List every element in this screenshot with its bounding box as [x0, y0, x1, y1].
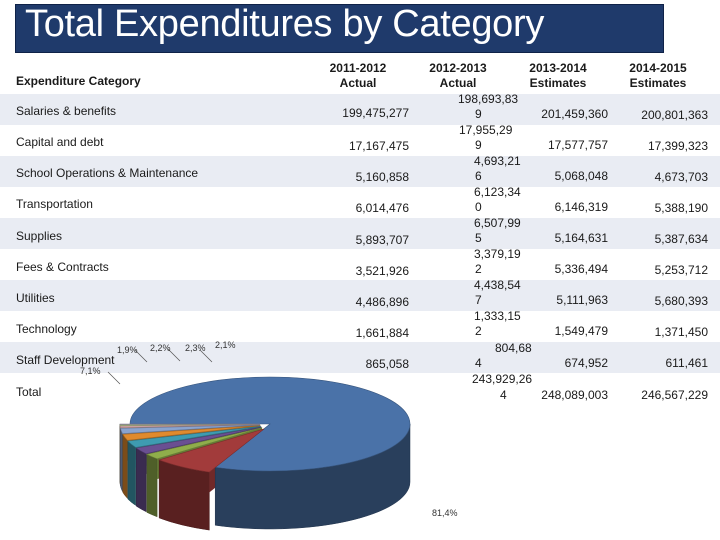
value-2013: 674,952 — [564, 356, 608, 370]
value-2011: 17,167,475 — [348, 139, 409, 153]
header-year: 2014-2015 — [629, 61, 687, 75]
page-title: Total Expenditures by Category — [25, 3, 545, 45]
value-2011: 199,475,277 — [342, 106, 409, 120]
category-label: Capital and debt — [16, 135, 104, 149]
value-2011: 3,521,926 — [355, 264, 409, 278]
pie-slice-label: 81,4% — [432, 508, 458, 518]
value-2012-line2: 0 — [475, 200, 482, 214]
value-2012-line2: 4 — [475, 356, 482, 370]
category-label: Salaries & benefits — [16, 104, 117, 118]
value-2012-line1: 4,438,54 — [474, 278, 521, 292]
value-2012-line1: 4,693,21 — [474, 154, 521, 168]
year-header-2012 — [418, 61, 498, 91]
header-year: 2011-2012 — [329, 61, 387, 75]
header-kind: Estimates — [529, 76, 587, 90]
value-2012-line1: 198,693,83 — [458, 92, 519, 106]
value-2014: 611,461 — [665, 356, 708, 370]
category-label: Transportation — [16, 197, 93, 211]
category-column-header: Expenditure Category — [16, 74, 141, 88]
pie-slice-side — [123, 434, 128, 498]
header-year: 2013-2014 — [529, 61, 587, 75]
value-2014: 200,801,363 — [641, 108, 708, 122]
value-2013: 201,459,360 — [541, 107, 608, 121]
header-kind: Actual — [339, 76, 377, 90]
value-2011: 5,893,707 — [355, 233, 409, 247]
value-2014: 5,253,712 — [654, 263, 708, 277]
value-2013: 5,164,631 — [554, 231, 608, 245]
pie-slice-side — [128, 441, 136, 505]
value-2013: 5,111,963 — [556, 293, 608, 307]
category-label: Fees & Contracts — [16, 260, 109, 274]
pie-slice-label: 7,1% — [80, 366, 101, 376]
header-kind: Actual — [439, 76, 477, 90]
value-2012-line1: 804,68 — [495, 341, 532, 355]
pie-slice-label: 1,9% — [117, 345, 138, 355]
category-label: Total — [16, 385, 42, 399]
value-2013: 1,549,479 — [554, 324, 608, 338]
value-2012-line1: 6,507,99 — [474, 216, 521, 230]
pie-slice-label: 2,3% — [185, 343, 206, 353]
value-2013: 5,336,494 — [554, 262, 608, 276]
value-2011: 1,661,884 — [355, 326, 409, 340]
value-2012-line2: 9 — [475, 138, 482, 152]
value-2011: 865,058 — [365, 357, 409, 371]
value-2013: 17,577,757 — [547, 138, 608, 152]
category-label: School Operations & Maintenance — [16, 166, 199, 180]
pie-slice-label: 2,2% — [150, 343, 171, 353]
value-2012-line1: 17,955,29 — [459, 123, 513, 137]
value-2012-line1: 1,333,15 — [474, 309, 521, 323]
category-label: Staff Development — [16, 353, 115, 367]
value-2014: 1,371,450 — [654, 325, 708, 339]
pie-slice-label: 2,1% — [215, 340, 236, 350]
value-2011: 4,486,896 — [355, 295, 409, 309]
value-2014: 5,387,634 — [654, 232, 708, 246]
value-2011: 5,160,858 — [355, 170, 409, 184]
category-label: Utilities — [16, 291, 55, 305]
year-header-2014 — [618, 61, 698, 91]
pie-slice-side — [147, 454, 157, 516]
value-2012-line1: 6,123,34 — [474, 185, 521, 199]
value-2014: 4,673,703 — [654, 170, 708, 184]
value-2013: 248,089,003 — [541, 388, 608, 402]
category-label: Technology — [16, 322, 77, 336]
year-header-2013 — [508, 61, 608, 91]
header-year: 2012-2013 — [429, 61, 487, 75]
value-2014: 5,680,393 — [654, 294, 708, 308]
pie-slice-side — [136, 448, 146, 512]
value-2014: 17,399,323 — [647, 139, 708, 153]
value-2012-line2: 4 — [500, 388, 507, 402]
value-2012-line2: 6 — [475, 169, 482, 183]
value-2012-line1: 243,929,26 — [472, 372, 533, 386]
value-2012-line2: 2 — [475, 324, 482, 338]
value-2013: 5,068,048 — [554, 169, 608, 183]
pie-leader-line — [108, 372, 120, 384]
value-2012-line2: 2 — [475, 262, 482, 276]
value-2013: 6,146,319 — [554, 200, 608, 214]
header-kind: Estimates — [629, 76, 687, 90]
value-2012-line2: 7 — [475, 293, 482, 307]
category-label: Supplies — [16, 229, 63, 243]
value-2012-line1: 3,379,19 — [474, 247, 521, 261]
pie-slice-side — [120, 428, 122, 491]
value-2012-line2: 9 — [475, 107, 482, 121]
value-2014: 246,567,229 — [641, 388, 708, 402]
value-2011: 6,014,476 — [355, 201, 409, 215]
value-2012-line2: 5 — [475, 231, 482, 245]
value-2014: 5,388,190 — [654, 201, 708, 215]
year-header-2011 — [318, 61, 398, 91]
